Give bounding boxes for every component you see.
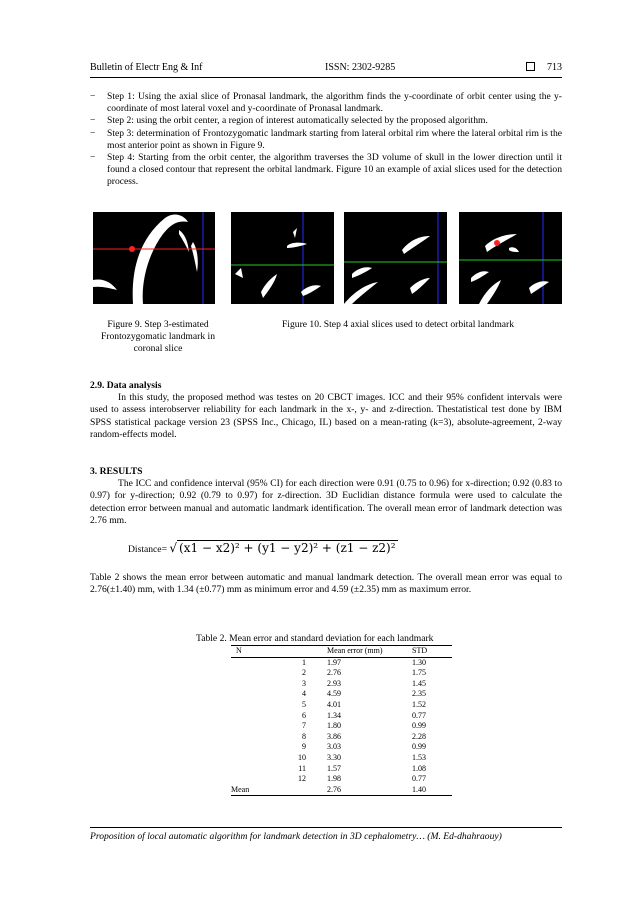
- cell-mean-error: 3.30: [327, 752, 341, 762]
- cell-mean-error: 3.86: [327, 731, 341, 741]
- cell-std: 1.52: [412, 699, 426, 709]
- cell-empty: [231, 700, 281, 711]
- table-row: [231, 732, 452, 743]
- cell-mean-error: 4.59: [327, 689, 341, 699]
- cell-mean-error: 2.76: [327, 668, 341, 678]
- column-header-blank: [281, 646, 327, 658]
- cell-empty: [231, 764, 281, 775]
- results-paragraph-2: Table 2 shows the mean error between automatic and manual landmark detection. The overall mean error was equal to 2.76(±1.40) mm, with 1.34 (±0.77) mm as minimum error and 4.59 (±2.35) mm as maximum error.: [90, 572, 562, 596]
- table-row: [231, 764, 452, 775]
- cell-landmark-n: 3: [302, 678, 306, 688]
- figure-10-slice-3: [459, 212, 562, 304]
- section-paragraph: In this study, the proposed method was testes on 20 CBCT images. ICC and their 95% confident intervals were used to assess interobserver reliability for each landmark in the x-, y- and z-direction. Thestatistical test done by IBM SPSS statistical package version 23 (SPSS Inc., Chicago, IL) based on a mean-rating (k=3), absolute-agreement, 2-way random-effects model.: [90, 392, 562, 440]
- coronal-slice-graphic: [93, 212, 215, 304]
- axial-slice-graphic-3: [459, 212, 562, 304]
- issn: ISSN: 2302-9285: [325, 62, 396, 73]
- bullet-dash: −: [90, 115, 96, 127]
- step-item: [90, 115, 562, 127]
- cell-empty: [231, 774, 281, 785]
- cell-empty: [231, 742, 281, 753]
- table-2: [231, 645, 452, 796]
- axial-slice-graphic-2: [344, 212, 447, 304]
- figure-10-slice-2: [344, 212, 447, 304]
- cell-mean-error: 1.98: [327, 774, 341, 784]
- journal-name: Bulletin of Electr Eng & Inf: [90, 62, 203, 73]
- cell-landmark-n: 8: [302, 731, 306, 741]
- step-text: Step 2: using the orbit center, a region of interest automatically selected by the proposed algorithm.: [107, 115, 488, 127]
- table-row: [231, 753, 452, 764]
- cell-landmark-n: 6: [302, 710, 306, 720]
- cell-landmark-n: 2: [302, 668, 306, 678]
- footer-rule: [90, 827, 562, 828]
- table-row: [231, 679, 452, 690]
- cell-empty: [231, 711, 281, 722]
- cell-empty: [231, 657, 281, 668]
- column-header-n: N: [231, 646, 281, 658]
- header-rule: [90, 77, 562, 78]
- cell-mean-error: 3.03: [327, 742, 341, 752]
- cell-mean-error: 4.01: [327, 699, 341, 709]
- cell-std: 0.77: [412, 774, 426, 784]
- cell-std: 1.40: [412, 785, 452, 796]
- section-heading: 2.9. Data analysis: [90, 380, 162, 391]
- cell-std: 0.99: [412, 742, 426, 752]
- page-number: 713: [547, 62, 562, 73]
- column-header-mean-error: Mean error (mm): [327, 646, 412, 658]
- cell-landmark-n: 7: [302, 721, 306, 731]
- step-item: [90, 91, 562, 115]
- bullet-dash: −: [90, 152, 96, 164]
- figure-9-caption: Figure 9. Step 3-estimated Frontozygomatic landmark in coronal slice: [100, 319, 216, 355]
- cell-landmark-n: 1: [302, 657, 306, 667]
- table-body: [231, 657, 452, 796]
- cell-mean-error: 1.34: [327, 710, 341, 720]
- column-header-std: STD: [412, 646, 452, 658]
- cell-std: 0.77: [412, 710, 426, 720]
- section-paragraph: The ICC and confidence interval (95% CI) for each direction were 0.91 (0.75 to 0.96) for x-direction; 0.92 (0.83 to 0.97) for y-direction; 0.92 (0.79 to 0.97) for z-direction. 3D Euclidian distance formula were used to calculate the detection error between manual and automatic landmark identification. The overall mean error of landmark detection was 2.76 mm.: [90, 478, 562, 526]
- cell-mean-error: 2.93: [327, 678, 341, 688]
- table-row: [231, 700, 452, 711]
- cell-empty: [231, 721, 281, 732]
- cell-std: 2.35: [412, 689, 426, 699]
- table-2-caption: Table 2. Mean error and standard deviation for each landmark: [196, 633, 434, 644]
- cell-std: 1.45: [412, 678, 426, 688]
- cell-mean-error: 2.76: [327, 785, 412, 796]
- cell-empty: [231, 753, 281, 764]
- bullet-dash: −: [90, 127, 96, 139]
- steps-list: [90, 91, 562, 189]
- cell-empty: [231, 679, 281, 690]
- cell-std: 1.75: [412, 668, 426, 678]
- figure-10-caption: Figure 10. Step 4 axial slices used to detect orbital landmark: [281, 319, 515, 330]
- formula-label: Distance=: [128, 544, 167, 555]
- steps-list-block: [90, 91, 562, 189]
- cell-empty: [231, 689, 281, 700]
- cell-std: 1.30: [412, 657, 426, 667]
- formula-math: √ (x1 − x2)² + (y1 − y2)² + (z1 − z2)²: [169, 541, 396, 555]
- cell-landmark-n: 10: [298, 752, 306, 762]
- cell-std: 2.28: [412, 731, 426, 741]
- section-heading: 3. RESULTS: [90, 466, 143, 477]
- figure-10-slice-1: [231, 212, 334, 304]
- table-row: [231, 774, 452, 785]
- page-number-group: [526, 62, 562, 73]
- figure-9-image: [93, 212, 215, 304]
- table-row: [231, 711, 452, 722]
- distance-formula: [128, 540, 398, 555]
- cell-landmark-n: 12: [298, 774, 306, 784]
- cell-std: 0.99: [412, 721, 426, 731]
- cell-mean-error: 1.97: [327, 657, 341, 667]
- running-header: [90, 62, 562, 78]
- bullet-dash: −: [90, 91, 96, 102]
- section-3: [90, 466, 562, 527]
- table-mean-row: [231, 785, 452, 796]
- cell-std: 1.53: [412, 752, 426, 762]
- table-header-row: [231, 646, 452, 658]
- cell-landmark-n: 9: [302, 742, 306, 752]
- cell-mean-label: Mean: [231, 785, 281, 796]
- step-text: Step 1: Using the axial slice of Pronasal landmark, the algorithm finds the y-coordinate of orbit center using the y-coordinate of most lateral voxel and y-coordinate of Pronasal landmark.: [107, 91, 562, 115]
- cell-landmark-n: 4: [302, 689, 306, 699]
- running-footer: Proposition of local automatic algorithm for landmark detection in 3D cephalometry… (M. Ed-dhahraouy): [90, 831, 502, 842]
- section-2-9: [90, 380, 562, 441]
- table-row: [231, 657, 452, 668]
- step-text: Step 3: determination of Frontozygomatic landmark starting from lateral orbital rim where the lateral orbital rim is the most anterior point as shown in Figure 9.: [107, 127, 562, 151]
- axial-slice-graphic-1: [231, 212, 334, 304]
- cell-landmark-n: 5: [302, 699, 306, 709]
- step-item: [90, 152, 562, 189]
- table-row: [231, 668, 452, 679]
- cell-std: 1.08: [412, 763, 426, 773]
- cell-landmark-n: 11: [298, 763, 306, 773]
- table-row: [231, 689, 452, 700]
- table-row: [231, 721, 452, 732]
- checkbox-square-icon: [526, 62, 535, 71]
- step-item: [90, 128, 562, 152]
- formula-radicand: (x1 − x2)² + (y1 − y2)² + (z1 − z2)²: [179, 541, 396, 555]
- cell-mean-error: 1.57: [327, 763, 341, 773]
- cell-empty: [231, 668, 281, 679]
- table-row: [231, 742, 452, 753]
- cell-empty: [281, 785, 327, 796]
- step-text: Step 4: Starting from the orbit center, the algorithm traverses the 3D volume of skull in the lower direction until it found a closed contour that represent the orbital landmark. Figure 10 an example of axial slices used for the detection process.: [107, 152, 562, 188]
- cell-mean-error: 1.80: [327, 721, 341, 731]
- cell-empty: [231, 732, 281, 743]
